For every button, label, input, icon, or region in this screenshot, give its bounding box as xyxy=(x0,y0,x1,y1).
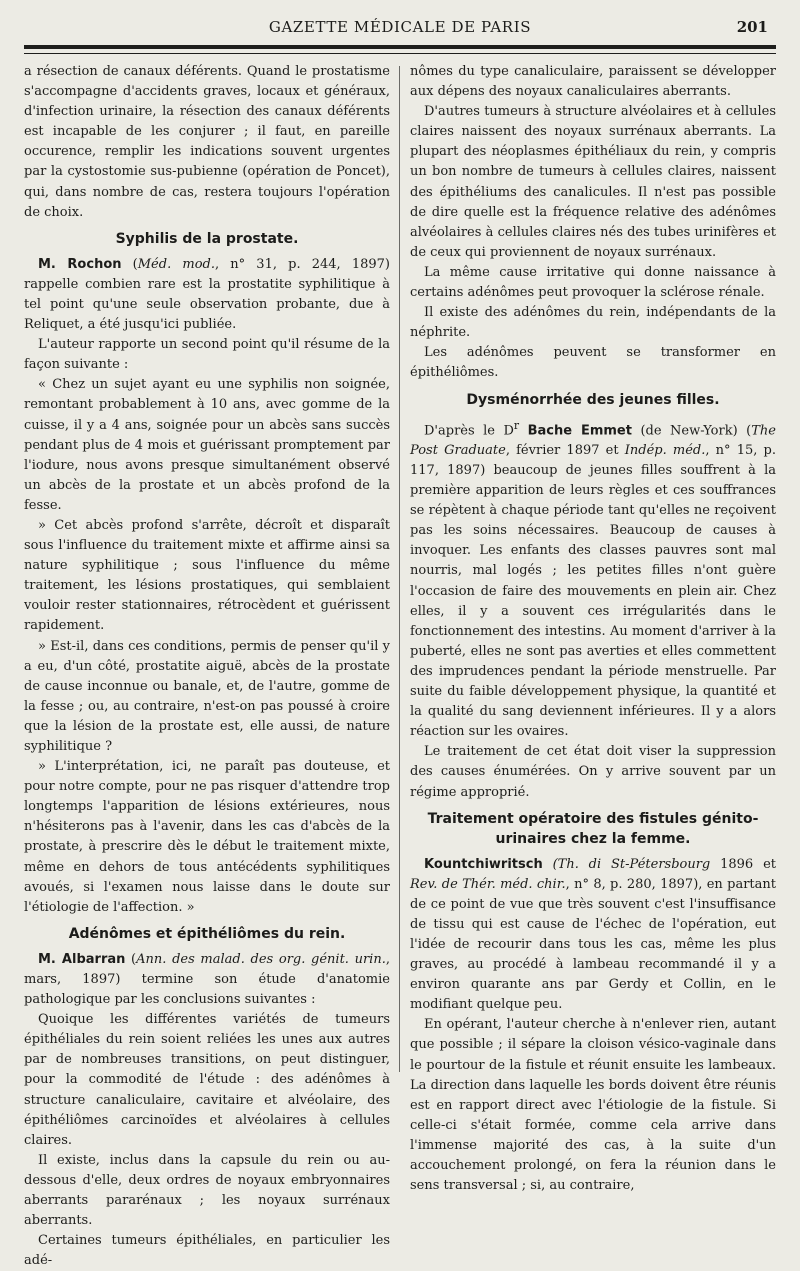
text-bache-mid: (de New-York) ( xyxy=(631,422,752,438)
author-rochon: M. Rochon xyxy=(38,256,122,272)
section-heading-fistules: Traitement opératoire des fistules génito-urinaires chez la femme. xyxy=(427,810,759,847)
paragraph-transformer: Les adénômes peuvent se transformer en épithéliômes. xyxy=(410,345,776,381)
quote-paragraph-3: » Est-il, dans ces conditions, permis de penser qu'il y a eu, d'un côté, prostatite aiguë, abcès de la prostate de cause inconnue ou banale, et, de l'autre, gomme de la fesse ; ou, au contraire, n'est-on pas poussé à croire que la lésion de la prostate est, elle aussi, de nature syphilitique ? xyxy=(24,638,390,754)
paragraph-certaines: Certaines tumeurs épithéliales, en particulier les adé- xyxy=(24,1233,390,1269)
citation-albarran: Ann. des malad. des org. génit. urin. xyxy=(136,951,386,967)
left-column xyxy=(24,62,390,1269)
author-kountchiwritsch: Kountchiwritsch xyxy=(424,856,543,872)
column-divider xyxy=(399,66,400,1072)
paragraph-prostatisme: a résection de canaux déférents. Quand le prostatisme s'accompagne d'accidents graves, locaux et généraux, d'infection urinaire, la résection des canaux déférents est incapable de les conjurer ; il faut, en pareille occurence, remplir les indications souvent urgentes par la cystostomie sus-pubienne (opération de Poncet), qui, dans nombre de cas, restera toujours l'opération de choix. xyxy=(24,64,390,220)
quote-paragraph-1: « Chez un sujet ayant eu une syphilis non soignée, remontant probablement à 10 ans, avec gomme de la cuisse, il y a 4 ans, soignée pour un abcès sans succès pendant plus de 4 mois et guérissant promptement par l'iodure, nous avons presque simultanément observé un abcès de la prostate et un abcès profond de la fesse. xyxy=(24,377,390,513)
page-number: 201 xyxy=(736,18,768,36)
text-k: , n° 8, p. 280, 1897), en partant de ce point de vue que très souvent c'est l'insuffisance de tissu qui est cause de l'échec de l'opération, eut l'idée de recourir dans tous les cas, même les plus graves, au procédé à lambeau recommandé il y a environ quarante ans par Gerdy et Collin, en le modifiant quelque peu. xyxy=(410,876,776,1013)
header-rule-thin xyxy=(24,53,776,54)
citation-rochon: Méd. mod. xyxy=(137,256,215,272)
author-albarran: M. Albarran xyxy=(38,951,126,967)
text-bache-sup: r xyxy=(513,418,520,432)
paragraph-independants: Il existe des adénômes du rein, indépendants de la néphrite. xyxy=(410,305,776,341)
text-bache-pre: D'après le D xyxy=(424,422,514,438)
journal-title: GAZETTE MÉDICALE DE PARIS xyxy=(268,18,532,36)
text-rochon: , n° 31, p. 244, 1897) rappelle combien rare est la prostatite syphilitique à tel point qu'une seule observation probante, due à Reliquet, a été jusqu'ici publiée. xyxy=(24,256,390,333)
text-k-mid: 1896 et xyxy=(710,856,776,872)
paragraph-autres-tumeurs: D'autres tumeurs à structure alvéolaires et à cellules claires naissent des noyaux surrénaux aberrants. La plupart des néoplasmes épithéliaux du rein, y compris un bon nombre de tumeurs à cellules claires, naissent des épithéliums des canalicules. Il n'est pas possible de dire quelle est la fréquence relative des adénômes alvéolaires à cellules claires nés des tubes urinifères et de ceux qui proviennent de noyaux surrénaux. xyxy=(410,104,776,260)
section-heading-adenomes: Adénômes et épithéliômes du rein. xyxy=(68,925,346,942)
text-albarran: , mars, 1897) termine son étude d'anatomie pathologique par les conclusions suivantes : xyxy=(24,951,390,1008)
running-header xyxy=(24,18,776,38)
paragraph-rochon: M. Rochon (Méd. mod., n° 31, p. 244, 1897) rappelle combien rare est la prostatite syphilitique à tel point qu'une seule observation probante, due à Reliquet, a été jusqu'ici publiée. xyxy=(24,256,390,333)
citation-k-2: Rev. de Thér. méd. chir. xyxy=(410,876,566,892)
citation-bache-2: Indép. méd. xyxy=(624,442,706,458)
paragraph-en-operant: En opérant, l'auteur cherche à n'enlever rien, autant que possible ; il sépare la cloison vésico-vaginale dans le pourtour de la fistule et réunit ensuite les lambeaux. La direction dans laquelle les bords doivent être réunis est en rapport direct avec l'étiologie de la fistule. Si celle-ci s'était formée, comme cela arrive dans l'immense majorité des cas, à la suite d'un accouchement prolongé, on fera la réunion dans le sens transversal ; si, au contraire, xyxy=(410,1017,776,1194)
text-bache: , n° 15, p. 117, 1897) beaucoup de jeunes filles souffrent à la première apparition de leurs règles et ces souffrances se répètent à chaque période tant qu'elles ne reçoivent pas les soins nécessaires. Beaucoup de causes à invoquer. Les enfants des classes pauvres sont mal nourris, mal logés ; les petites filles n'ont guère l'occasion de faire des mouvements en plein air. Chez elles, il y a souvent ces irrégularités dans le fonctionnement des intestins. Au moment d'arriver à la puberté, elles ne sont pas averties et elles commettent des imprudences pendant la période menstruelle. Par suite du faible développement physique, la quantité et la qualité du sang deviennent inférieures. Il y a alors réaction sur les ovaires. xyxy=(410,442,776,740)
section-heading-syphilis: Syphilis de la prostate. xyxy=(115,230,299,247)
author-bache: Bache Emmet xyxy=(527,422,632,438)
paragraph-albarran: M. Albarran (Ann. des malad. des org. génit. urin., mars, 1897) termine son étude d'anatomie pathologique par les conclusions suivantes : xyxy=(24,951,390,1008)
paragraph-kountchiwritsch xyxy=(410,855,776,1016)
text-bache-mid2: , février 1897 et xyxy=(505,442,625,458)
paragraph-meme-cause: La même cause irritative qui donne naissance à certains adénômes peut provoquer la sclérose rénale. xyxy=(410,264,776,301)
paragraph-auteur: L'auteur rapporte un second point qu'il résume de la façon suivante : xyxy=(24,337,390,373)
paragraph-quoique: Quoique les différentes variétés de tumeurs épithéliales du rein soient reliées les unes aux autres par de nombreuses transitions, on peut distinguer, pour la commodité de l'étude : des adénômes à structure canaliculaire, cavitaire et alvéolaire, des épithéliômes carcinoïdes et alvéolaires à cellules claires. xyxy=(24,1012,390,1148)
citation-k-1: (Th. di St-Pétersbourg xyxy=(552,856,711,872)
quote-paragraph-2: » Cet abcès profond s'arrête, décroît et disparaît sous l'influence du traitement mixte et affirme ainsi sa nature syphilitique ; sous l'influence du même traitement, les lésions prostatiques, qui semblaient vouloir rester stationnaires, rétrocèdent et guérissent rapidement. xyxy=(24,517,390,634)
header-rule-thick xyxy=(24,45,776,49)
right-column xyxy=(410,62,776,1194)
paragraph-nomes: nômes du type canaliculaire, paraissent se développer aux dépens des noyaux canaliculaires aberrants. xyxy=(410,64,776,100)
paragraph-traitement: Le traitement de cet état doit viser la suppression des causes énumérées. On y arrive souvent par un régime approprié. xyxy=(410,744,776,800)
paragraph-existe: Il existe, inclus dans la capsule du rein ou au-dessous d'elle, deux ordres de noyaux embryonnaires aberrants pararénaux ; les noyaux surrénaux aberrants. xyxy=(24,1152,390,1229)
citation-bache-1: The Post Graduate xyxy=(410,422,776,458)
section-heading-dysmenorrhee: Dysménorrhée des jeunes filles. xyxy=(466,391,720,408)
paragraph-bache xyxy=(410,416,776,743)
quote-paragraph-4: » L'interprétation, ici, ne paraît pas douteuse, et pour notre compte, pour ne pas risquer d'attendre trop longtemps l'apparition de lésions extérieures, nous n'hésiterons pas à l'avenir, dans les cas d'abcès de la prostate, à prescrire dès le début le traitement mixte, même en dehors de tous antécédents syphilitiques avoués, si l'examen nous laisse dans le doute sur l'étiologie de l'affection. » xyxy=(24,759,390,915)
